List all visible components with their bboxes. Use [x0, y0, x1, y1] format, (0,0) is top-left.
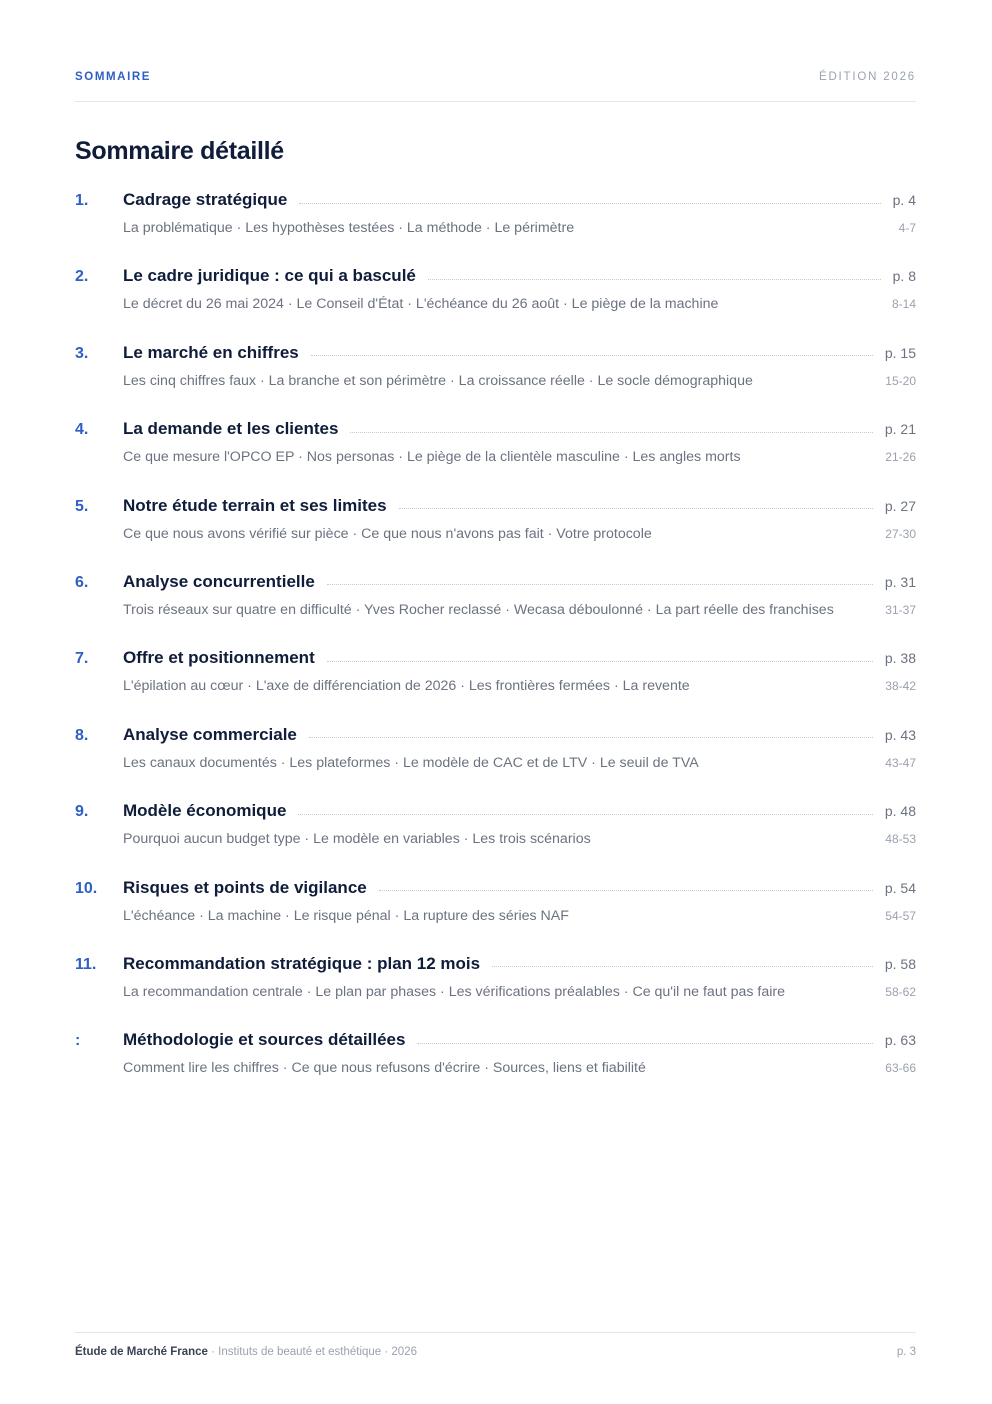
- chapter-subsections: Trois réseaux sur quatre en difficulté · Yves Rocher reclassé · Wecasa déboulonné · La part réelle des franchises: [123, 601, 834, 618]
- chapter-subsections: La recommandation centrale · Le plan par phases · Les vérifications préalables · Ce qu'il ne faut pas faire: [123, 983, 786, 1000]
- dot-leader: [379, 890, 873, 891]
- chapter-page[interactable]: p. 15: [884, 344, 916, 361]
- chapter-page[interactable]: p. 8: [892, 268, 916, 285]
- dot-leader: [327, 584, 873, 585]
- chapter-subsections: Les cinq chiffres faux · La branche et son périmètre · La croissance réelle · Le socle démographique: [123, 372, 753, 389]
- chapter-subsections: Le décret du 26 mai 2024 · Le Conseil d'État · L'échéance du 26 août · Le piège de la machine: [123, 296, 719, 313]
- chapter-page[interactable]: p. 27: [884, 497, 916, 514]
- chapter-page-range: 43-47: [885, 755, 916, 770]
- page-title: Sommaire détaillé: [75, 137, 284, 165]
- toc-entry[interactable]: [75, 419, 916, 495]
- toc-entry[interactable]: [75, 954, 916, 1030]
- table-of-contents: [75, 190, 916, 1107]
- chapter-subsections: Ce que nous avons vérifié sur pièce · Ce que nous n'avons pas fait · Votre protocole: [123, 525, 652, 542]
- chapter-page[interactable]: p. 63: [884, 1032, 916, 1049]
- chapter-title[interactable]: Le cadre juridique : ce qui a basculé: [123, 266, 416, 286]
- chapter-number: 2.: [75, 268, 89, 286]
- dot-leader: [492, 966, 873, 967]
- chapter-title[interactable]: Modèle économique: [123, 801, 287, 821]
- chapter-page-range: 31-37: [885, 602, 916, 617]
- dot-leader: [399, 508, 873, 509]
- dot-leader: [417, 1043, 872, 1044]
- chapter-title[interactable]: Risques et points de vigilance: [123, 877, 367, 897]
- chapter-subsections: L'épilation au cœur · L'axe de différenciation de 2026 · Les frontières fermées · La revente: [123, 678, 690, 695]
- chapter-page[interactable]: p. 4: [892, 192, 916, 208]
- chapter-number: 1.: [75, 192, 89, 209]
- chapter-subsections: Les canaux documentés · Les plateformes · Le modèle de CAC et de LTV · Le seuil de TVA: [123, 754, 699, 771]
- toc-entry[interactable]: [75, 496, 916, 572]
- dot-leader: [350, 432, 872, 433]
- chapter-number: 10.: [75, 879, 98, 897]
- chapter-subsections: La problématique · Les hypothèses testées · La méthode · Le périmètre: [123, 220, 575, 236]
- dot-leader: [299, 203, 880, 204]
- chapter-number: 8.: [75, 726, 89, 744]
- chapter-title[interactable]: Le marché en chiffres: [123, 342, 299, 362]
- section-label: SOMMAIRE: [75, 71, 152, 83]
- chapter-page[interactable]: p. 58: [884, 955, 916, 972]
- chapter-page-range: 4-7: [898, 221, 916, 235]
- chapter-page-range: 63-66: [885, 1061, 916, 1076]
- toc-entry[interactable]: [75, 725, 916, 801]
- chapter-number: 5.: [75, 497, 89, 515]
- chapter-page-range: 48-53: [885, 832, 916, 847]
- chapter-number: 6.: [75, 573, 89, 591]
- chapter-page-range: 54-57: [885, 908, 916, 923]
- chapter-number: 9.: [75, 803, 89, 821]
- toc-entry[interactable]: [75, 878, 916, 954]
- chapter-subsections: Comment lire les chiffres · Ce que nous refusons d'écrire · Sources, liens et fiabilité: [123, 1060, 646, 1077]
- toc-entry[interactable]: [75, 648, 916, 724]
- footer-text: [75, 1346, 417, 1358]
- chapter-page-range: 38-42: [885, 679, 916, 694]
- chapter-number: 11.: [75, 955, 97, 973]
- toc-entry[interactable]: [75, 266, 916, 342]
- chapter-title[interactable]: Offre et positionnement: [123, 648, 315, 668]
- edition-label: ÉDITION 2026: [818, 71, 916, 83]
- chapter-title[interactable]: La demande et les clientes: [123, 419, 339, 439]
- chapter-page-range: 27-30: [885, 526, 916, 541]
- chapter-title[interactable]: Notre étude terrain et ses limites: [123, 495, 387, 515]
- dot-leader: [298, 814, 872, 815]
- chapter-page[interactable]: p. 38: [884, 650, 916, 667]
- chapter-number: :: [75, 1032, 81, 1050]
- chapter-page-range: 21-26: [885, 450, 916, 465]
- footer-subtitle: · Instituts de beauté et esthétique · 2026: [207, 1346, 417, 1358]
- chapter-page-range: 58-62: [885, 984, 916, 999]
- chapter-title[interactable]: Analyse commerciale: [123, 724, 297, 744]
- chapter-page[interactable]: p. 21: [884, 421, 916, 438]
- chapter-number: 3.: [75, 344, 89, 362]
- toc-entry[interactable]: [75, 190, 916, 266]
- dot-leader: [309, 737, 873, 738]
- chapter-subsections: L'échéance · La machine · Le risque pénal · La rupture des séries NAF: [123, 907, 569, 924]
- chapter-number: 7.: [75, 650, 89, 668]
- dot-leader: [327, 661, 873, 662]
- toc-entry[interactable]: [75, 572, 916, 648]
- dot-leader: [311, 355, 873, 356]
- toc-entry[interactable]: [75, 343, 916, 419]
- page-number: p. 3: [896, 1346, 916, 1358]
- chapter-subsections: Pourquoi aucun budget type · Le modèle en variables · Les trois scénarios: [123, 831, 591, 848]
- chapter-page[interactable]: p. 48: [884, 803, 916, 820]
- chapter-page[interactable]: p. 31: [884, 573, 916, 590]
- chapter-title[interactable]: Analyse concurrentielle: [123, 571, 315, 591]
- chapter-page[interactable]: p. 43: [884, 726, 916, 743]
- toc-entry[interactable]: [75, 801, 916, 877]
- dot-leader: [428, 279, 881, 280]
- chapter-subsections: Ce que mesure l'OPCO EP · Nos personas · Le piège de la clientèle masculine · Les angles morts: [123, 449, 741, 466]
- chapter-page-range: 15-20: [885, 373, 916, 388]
- chapter-title[interactable]: Méthodologie et sources détaillées: [123, 1030, 406, 1050]
- chapter-page[interactable]: p. 54: [884, 879, 916, 896]
- page-footer: [75, 1332, 916, 1358]
- footer-brand: Étude de Marché France: [75, 1346, 208, 1358]
- chapter-title[interactable]: Recommandation stratégique : plan 12 mois: [123, 953, 481, 973]
- chapter-page-range: 8-14: [891, 297, 916, 312]
- toc-entry[interactable]: [75, 1030, 916, 1106]
- chapter-number: 4.: [75, 421, 89, 439]
- chapter-title[interactable]: Cadrage stratégique: [123, 190, 288, 209]
- page-header: [75, 71, 916, 102]
